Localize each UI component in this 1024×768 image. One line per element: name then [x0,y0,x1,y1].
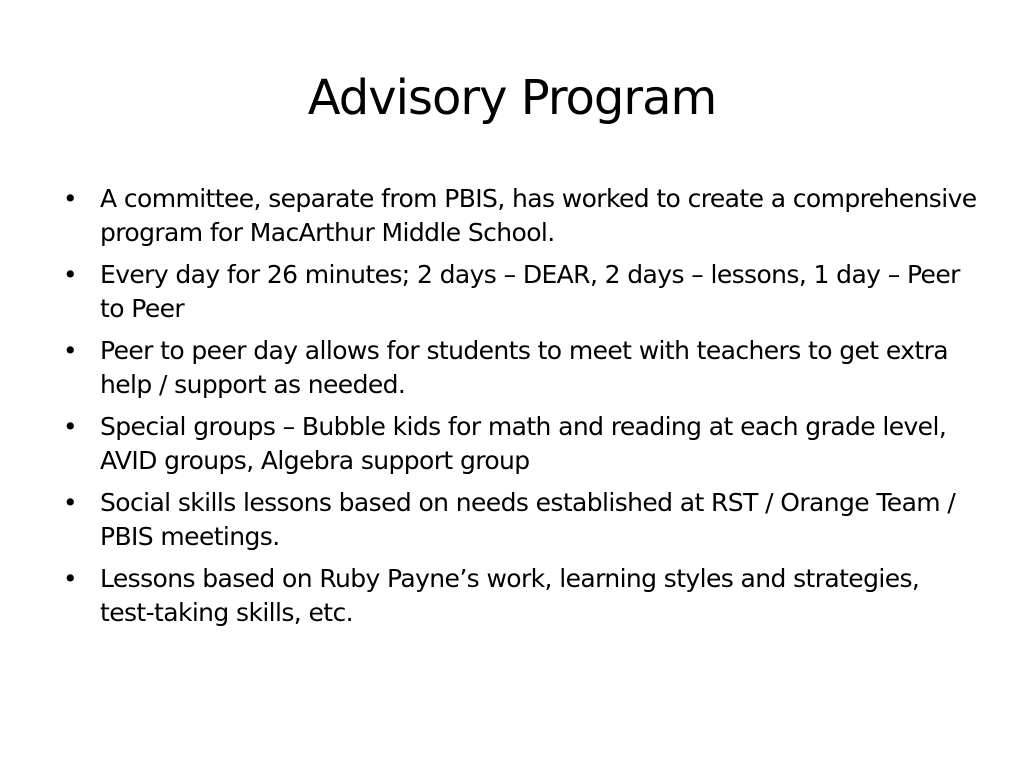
bullet-item [58,182,978,250]
bullet-text: Social skills lessons based on needs established at RST / Orange Team / PBIS meetings. [100,488,956,551]
bullet-item [58,486,978,554]
bullet-text: Every day for 26 minutes; 2 days – DEAR, 2 days – lessons, 1 day – Peer to Peer [100,260,960,323]
bullet-item [58,410,978,478]
bullet-icon: • [62,412,78,441]
bullet-icon: • [62,184,78,213]
bullet-icon: • [62,260,78,289]
slide-title: Advisory Program [307,70,717,126]
bullet-item [58,258,978,326]
bullet-text: Peer to peer day allows for students to meet with teachers to get extra help / support as needed. [100,336,948,399]
bullet-text: A committee, separate from PBIS, has worked to create a comprehensive program for MacArthur Middle School. [100,184,977,247]
bullet-text: Lessons based on Ruby Payne’s work, learning styles and strategies, test-taking skills, etc. [100,564,920,627]
bullet-icon: • [62,564,78,593]
bullet-icon: • [62,488,78,517]
bullet-item [58,562,978,630]
bullet-text: Special groups – Bubble kids for math and reading at each grade level, AVID groups, Algebra support group [100,412,947,475]
bullet-list [58,182,978,638]
bullet-icon: • [62,336,78,365]
bullet-item [58,334,978,402]
